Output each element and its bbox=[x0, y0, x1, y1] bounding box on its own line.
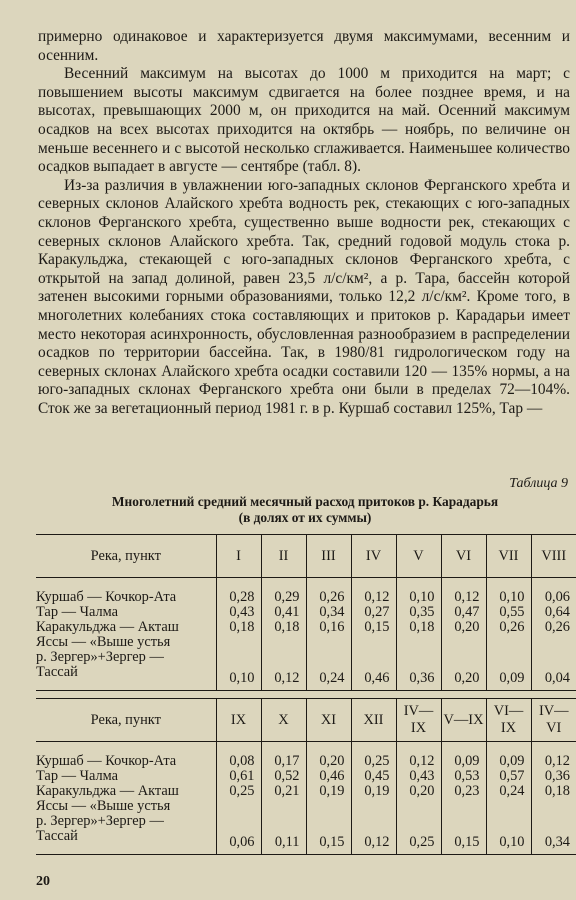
table-cell: 0,12 bbox=[441, 578, 486, 606]
table-cell: 0,25 bbox=[351, 742, 396, 770]
table-cell: 0,09 bbox=[486, 635, 531, 691]
table-header-cell: IV—IX bbox=[396, 699, 441, 742]
table-header-cell: IV bbox=[351, 535, 396, 578]
table-header-cell: X bbox=[261, 699, 306, 742]
table-cell: 0,61 bbox=[216, 769, 261, 784]
table-cell: 0,21 bbox=[261, 784, 306, 799]
river-station-name bbox=[36, 769, 216, 784]
river-station-name-line: р. Зергер»+Зергер — bbox=[36, 649, 164, 665]
table-cell: 0,26 bbox=[486, 620, 531, 635]
table-months-1 bbox=[36, 534, 576, 691]
table-header-cell: VII bbox=[486, 535, 531, 578]
table-header-cell: VIII bbox=[531, 535, 576, 578]
table-months-2 bbox=[36, 698, 576, 855]
table-cell: 0,34 bbox=[531, 799, 576, 855]
table-cell: 0,24 bbox=[306, 635, 351, 691]
table-cell: 0,52 bbox=[261, 769, 306, 784]
table-cell: 0,26 bbox=[306, 578, 351, 606]
table-cell: 0,20 bbox=[306, 742, 351, 770]
table-cell: 0,12 bbox=[261, 635, 306, 691]
table-cell: 0,20 bbox=[441, 620, 486, 635]
table-header-cell: XII bbox=[351, 699, 396, 742]
table-cell: 0,55 bbox=[486, 605, 531, 620]
table-cell: 0,19 bbox=[351, 784, 396, 799]
table-cell: 0,12 bbox=[396, 742, 441, 770]
table-cell: 0,26 bbox=[531, 620, 576, 635]
table-header-cell: V bbox=[396, 535, 441, 578]
table-cell: 0,19 bbox=[306, 784, 351, 799]
river-station-name-line: Яссы — «Выше устья bbox=[36, 634, 171, 650]
table-cell: 0,36 bbox=[531, 769, 576, 784]
table-cell: 0,46 bbox=[306, 769, 351, 784]
river-station-name bbox=[36, 620, 216, 635]
table-cell: 0,20 bbox=[396, 784, 441, 799]
river-station-name-line: Каракульджа — Акташ bbox=[36, 783, 179, 799]
table-header-cell: V—IX bbox=[441, 699, 486, 742]
table-cell: 0,24 bbox=[486, 784, 531, 799]
table-cell: 0,09 bbox=[486, 742, 531, 770]
river-station-name bbox=[36, 578, 216, 606]
table-header-cell: XI bbox=[306, 699, 351, 742]
body-text bbox=[38, 28, 570, 418]
table-title bbox=[40, 494, 570, 526]
table-cell: 0,10 bbox=[486, 799, 531, 855]
paragraph-1: примерно одинаковое и характеризуется двумя максимумами, весенним и осенним. bbox=[38, 28, 570, 64]
paragraph-3: Из-за различия в увлажнении юго-западных склонов Ферганского хребта и северных склонов Алайского хребта водность рек, стекающих с юго-западных склонов Ферганского хребта, существенно выше водности рек, стекающих с северных склонов Алайского хребта. Так, средний годовой модуль стока р. Каракульджа, стекающей с юго-западных склонов Ферганского хребта, с открытой на запад долиной, равен 23,5 л/с/км², а р. Тара, бассейн которой затенен высокими горными образованиями, только 12,2 л/с/км². Кроме того, в многолетних колебаниях стока составляющих и притоков р. Карадарьи имеет место некоторая асинхронность, обусловленная разнообразием в распределении осадков по территории бассейна. Так, в 1980/81 гидрологическом году на северных склонах Алайского хребта осадки составили 120 — 135% нормы, а на юго-западных склонах Ферганского хребта они были в пределах 72—104%. Сток же за вегетационный период 1981 г. в р. Куршаб составил 125%, Тар — bbox=[38, 176, 570, 417]
table-cell: 0,27 bbox=[351, 605, 396, 620]
table-cell: 0,34 bbox=[306, 605, 351, 620]
river-station-name-line: Тар — Чалма bbox=[36, 604, 119, 620]
table-cell: 0,18 bbox=[396, 620, 441, 635]
table-cell: 0,18 bbox=[531, 784, 576, 799]
table-cell: 0,45 bbox=[351, 769, 396, 784]
river-station-name-line: Тассай bbox=[36, 828, 78, 844]
table-cell: 0,10 bbox=[396, 578, 441, 606]
table-cell: 0,15 bbox=[306, 799, 351, 855]
table-cell: 0,35 bbox=[396, 605, 441, 620]
table-header-cell: VI—IX bbox=[486, 699, 531, 742]
table-cell: 0,17 bbox=[261, 742, 306, 770]
page-number: 20 bbox=[36, 874, 50, 889]
table-header-row bbox=[36, 699, 576, 742]
river-station-name-line: Тассай bbox=[36, 664, 78, 680]
table-cell: 0,41 bbox=[261, 605, 306, 620]
table-cell: 0,25 bbox=[216, 784, 261, 799]
table-cell: 0,06 bbox=[216, 799, 261, 855]
table-row bbox=[36, 784, 576, 799]
table-cell: 0,18 bbox=[216, 620, 261, 635]
table-cell: 0,20 bbox=[441, 635, 486, 691]
table-cell: 0,12 bbox=[531, 742, 576, 770]
river-station-name bbox=[36, 799, 216, 855]
table-cell: 0,25 bbox=[396, 799, 441, 855]
paragraph-2: Весенний максимум на высотах до 1000 м приходится на март; с повышением высоты максимум сдвигается на более позднее время, и на высотах, превышающих 2000 м, он приходится на май. Осенний максимум осадков на всех высотах приходится на октябрь — ноябрь, по величине он меньше весеннего и с высотой несколько сглаживается. Наименьшее количество осадков выпадает в августе — сентябре (табл. 8). bbox=[38, 65, 570, 176]
table-header-cell: VI bbox=[441, 535, 486, 578]
table-cell: 0,10 bbox=[216, 635, 261, 691]
table-row bbox=[36, 769, 576, 784]
table-cell: 0,46 bbox=[351, 635, 396, 691]
river-station-name bbox=[36, 635, 216, 691]
table-header-cell: Река, пункт bbox=[36, 535, 216, 578]
table-cell: 0,15 bbox=[351, 620, 396, 635]
river-station-name-line: Куршаб — Кочкор-Ата bbox=[36, 753, 177, 769]
table-cell: 0,43 bbox=[396, 769, 441, 784]
river-station-name bbox=[36, 742, 216, 770]
table-header-cell: IV—VI bbox=[531, 699, 576, 742]
table-cell: 0,47 bbox=[441, 605, 486, 620]
table-cell: 0,28 bbox=[216, 578, 261, 606]
table-row bbox=[36, 605, 576, 620]
river-station-name bbox=[36, 784, 216, 799]
river-station-name-line: р. Зергер»+Зергер — bbox=[36, 813, 164, 829]
table-cell: 0,04 bbox=[531, 635, 576, 691]
table-row bbox=[36, 578, 576, 606]
river-station-name-line: Каракульджа — Акташ bbox=[36, 619, 179, 635]
table-header-row bbox=[36, 535, 576, 578]
table-row bbox=[36, 742, 576, 770]
table-cell: 0,12 bbox=[351, 799, 396, 855]
table-cell: 0,18 bbox=[261, 620, 306, 635]
table-cell: 0,64 bbox=[531, 605, 576, 620]
river-station-name-line: Яссы — «Выше устья bbox=[36, 798, 171, 814]
table-header-cell: II bbox=[261, 535, 306, 578]
river-station-name-line: Тар — Чалма bbox=[36, 768, 119, 784]
table-header-cell: I bbox=[216, 535, 261, 578]
table-cell: 0,06 bbox=[531, 578, 576, 606]
table-cell: 0,43 bbox=[216, 605, 261, 620]
river-station-name bbox=[36, 605, 216, 620]
table-cell: 0,23 bbox=[441, 784, 486, 799]
table-title-line-1: Многолетний средний месячный расход притоков р. Карадарья bbox=[111, 494, 499, 509]
table-header-cell: III bbox=[306, 535, 351, 578]
table-row bbox=[36, 620, 576, 635]
table-cell: 0,29 bbox=[261, 578, 306, 606]
table-cell: 0,53 bbox=[441, 769, 486, 784]
table-cell: 0,09 bbox=[441, 742, 486, 770]
table-label: Таблица 9 bbox=[509, 476, 568, 491]
table-cell: 0,12 bbox=[351, 578, 396, 606]
table-header-cell: IX bbox=[216, 699, 261, 742]
table-cell: 0,08 bbox=[216, 742, 261, 770]
table-row bbox=[36, 635, 576, 691]
table-title-line-2: (в долях от их суммы) bbox=[238, 510, 372, 525]
table-cell: 0,11 bbox=[261, 799, 306, 855]
river-station-name-line: Куршаб — Кочкор-Ата bbox=[36, 589, 177, 605]
table-row bbox=[36, 799, 576, 855]
table-cell: 0,57 bbox=[486, 769, 531, 784]
table-cell: 0,16 bbox=[306, 620, 351, 635]
table-cell: 0,15 bbox=[441, 799, 486, 855]
table-header-cell: Река, пункт bbox=[36, 699, 216, 742]
table-cell: 0,10 bbox=[486, 578, 531, 606]
table-cell: 0,36 bbox=[396, 635, 441, 691]
